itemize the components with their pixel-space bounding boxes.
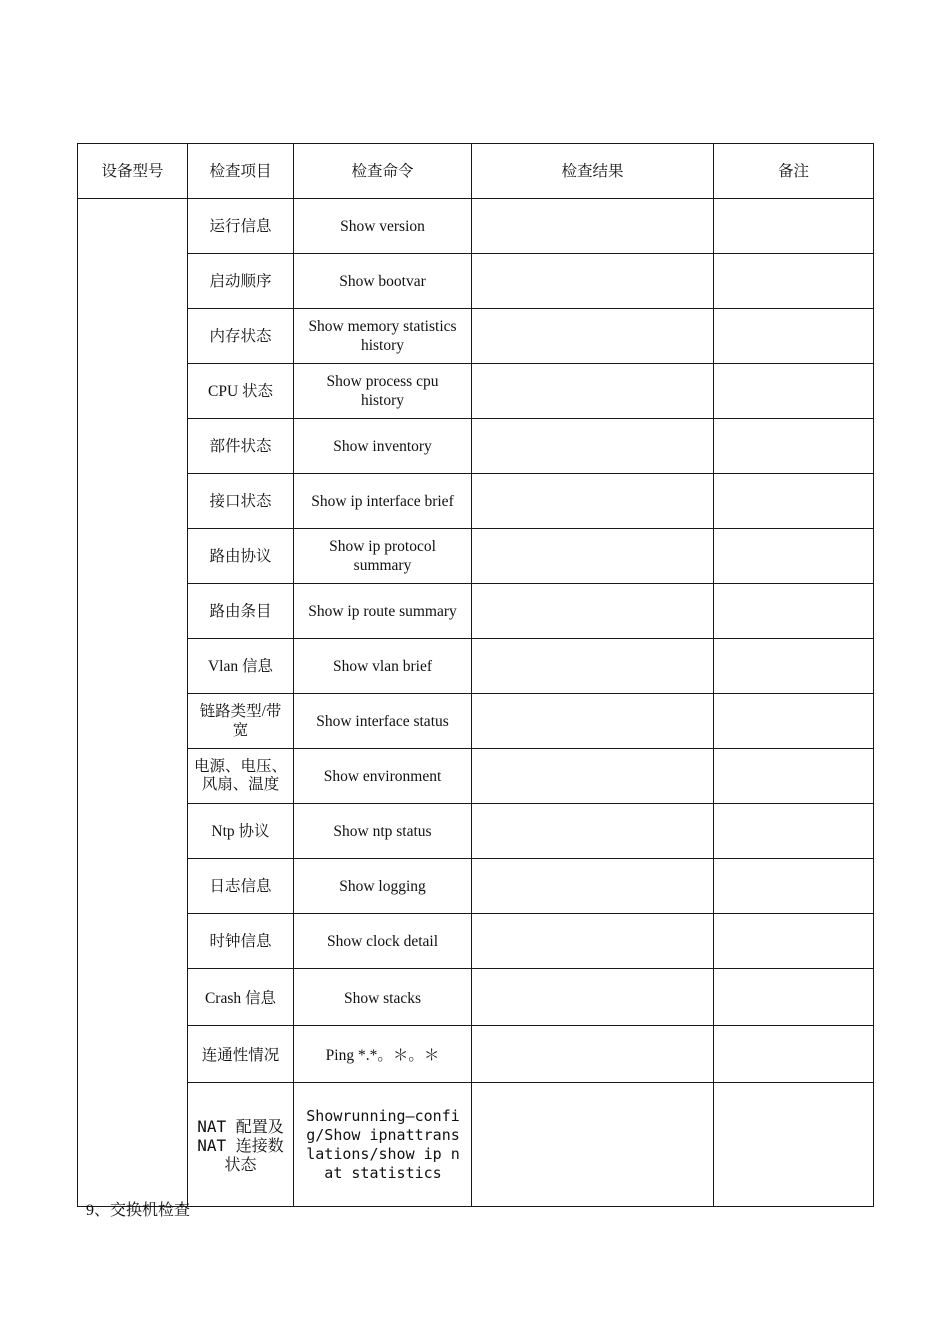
check-result-cell	[472, 364, 714, 419]
check-result-cell	[472, 914, 714, 969]
remarks-cell	[714, 749, 874, 804]
check-item-cell: 部件状态	[188, 419, 294, 474]
table-row	[78, 804, 874, 859]
check-result-cell	[472, 749, 714, 804]
table-row	[78, 309, 874, 364]
check-item-cell: 路由协议	[188, 529, 294, 584]
check-item-cell: 运行信息	[188, 199, 294, 254]
remarks-cell	[714, 859, 874, 914]
remarks-cell	[714, 199, 874, 254]
check-item-cell: Vlan 信息	[188, 639, 294, 694]
check-item-cell: Ntp 协议	[188, 804, 294, 859]
check-command-cell: Show interface status	[294, 694, 472, 749]
inspection-table	[77, 143, 874, 1207]
check-command-cell: Show logging	[294, 859, 472, 914]
check-command-cell: Show process cpu history	[294, 364, 472, 419]
table-row	[78, 859, 874, 914]
table-row	[78, 474, 874, 529]
remarks-cell	[714, 254, 874, 309]
check-item-cell: NAT 配置及 NAT 连接数状态	[188, 1083, 294, 1207]
header-check-result: 检查结果	[472, 144, 714, 199]
check-result-cell	[472, 474, 714, 529]
check-item-cell: Crash 信息	[188, 969, 294, 1026]
remarks-cell	[714, 419, 874, 474]
check-command-cell: Show inventory	[294, 419, 472, 474]
check-command-cell: Showrunning—config/Show ipnattranslations/show ip nat statistics	[294, 1083, 472, 1207]
check-result-cell	[472, 694, 714, 749]
check-command-cell: Show version	[294, 199, 472, 254]
check-item-cell: 接口状态	[188, 474, 294, 529]
header-check-item: 检查项目	[188, 144, 294, 199]
remarks-cell	[714, 914, 874, 969]
remarks-cell	[714, 529, 874, 584]
remarks-cell	[714, 639, 874, 694]
check-item-cell: 路由条目	[188, 584, 294, 639]
check-command-cell: Show ip route summary	[294, 584, 472, 639]
check-command-cell: Show ntp status	[294, 804, 472, 859]
check-result-cell	[472, 859, 714, 914]
check-result-cell	[472, 969, 714, 1026]
check-command-cell: Show stacks	[294, 969, 472, 1026]
check-item-cell: 连通性情况	[188, 1026, 294, 1083]
check-command-cell: Show clock detail	[294, 914, 472, 969]
check-item-cell: CPU 状态	[188, 364, 294, 419]
check-item-cell: 电源、电压、风扇、温度	[188, 749, 294, 804]
remarks-cell	[714, 474, 874, 529]
check-item-cell: 启动顺序	[188, 254, 294, 309]
check-command-cell: Show ip protocol summary	[294, 529, 472, 584]
header-remarks: 备注	[714, 144, 874, 199]
table-row	[78, 1083, 874, 1207]
header-check-command: 检查命令	[294, 144, 472, 199]
section-heading: 9、交换机检查	[86, 1202, 191, 1219]
remarks-cell	[714, 584, 874, 639]
table-row	[78, 419, 874, 474]
check-command-cell: Show environment	[294, 749, 472, 804]
remarks-cell	[714, 309, 874, 364]
remarks-cell	[714, 804, 874, 859]
check-item-cell: 内存状态	[188, 309, 294, 364]
table-row	[78, 639, 874, 694]
check-result-cell	[472, 199, 714, 254]
header-device-model: 设备型号	[78, 144, 188, 199]
check-item-cell: 时钟信息	[188, 914, 294, 969]
table-row	[78, 969, 874, 1026]
remarks-cell	[714, 694, 874, 749]
check-command-cell: Show memory statistics history	[294, 309, 472, 364]
check-result-cell	[472, 529, 714, 584]
table-row	[78, 364, 874, 419]
table-row	[78, 199, 874, 254]
check-result-cell	[472, 639, 714, 694]
remarks-cell	[714, 969, 874, 1026]
check-result-cell	[472, 254, 714, 309]
check-result-cell	[472, 1026, 714, 1083]
table-row	[78, 694, 874, 749]
table-row	[78, 749, 874, 804]
device-model-cell	[78, 199, 188, 1207]
remarks-cell	[714, 364, 874, 419]
table-row	[78, 529, 874, 584]
table-row	[78, 254, 874, 309]
table-row	[78, 1026, 874, 1083]
check-result-cell	[472, 804, 714, 859]
check-command-cell: Show vlan brief	[294, 639, 472, 694]
table-row	[78, 584, 874, 639]
check-item-cell: 日志信息	[188, 859, 294, 914]
check-command-cell: Ping *.*。＊。＊	[294, 1026, 472, 1083]
check-item-cell: 链路类型/带宽	[188, 694, 294, 749]
remarks-cell	[714, 1083, 874, 1207]
table-header-row	[78, 144, 874, 199]
check-result-cell	[472, 419, 714, 474]
check-result-cell	[472, 309, 714, 364]
table-row	[78, 914, 874, 969]
check-result-cell	[472, 584, 714, 639]
check-result-cell	[472, 1083, 714, 1207]
check-command-cell: Show bootvar	[294, 254, 472, 309]
remarks-cell	[714, 1026, 874, 1083]
check-command-cell: Show ip interface brief	[294, 474, 472, 529]
